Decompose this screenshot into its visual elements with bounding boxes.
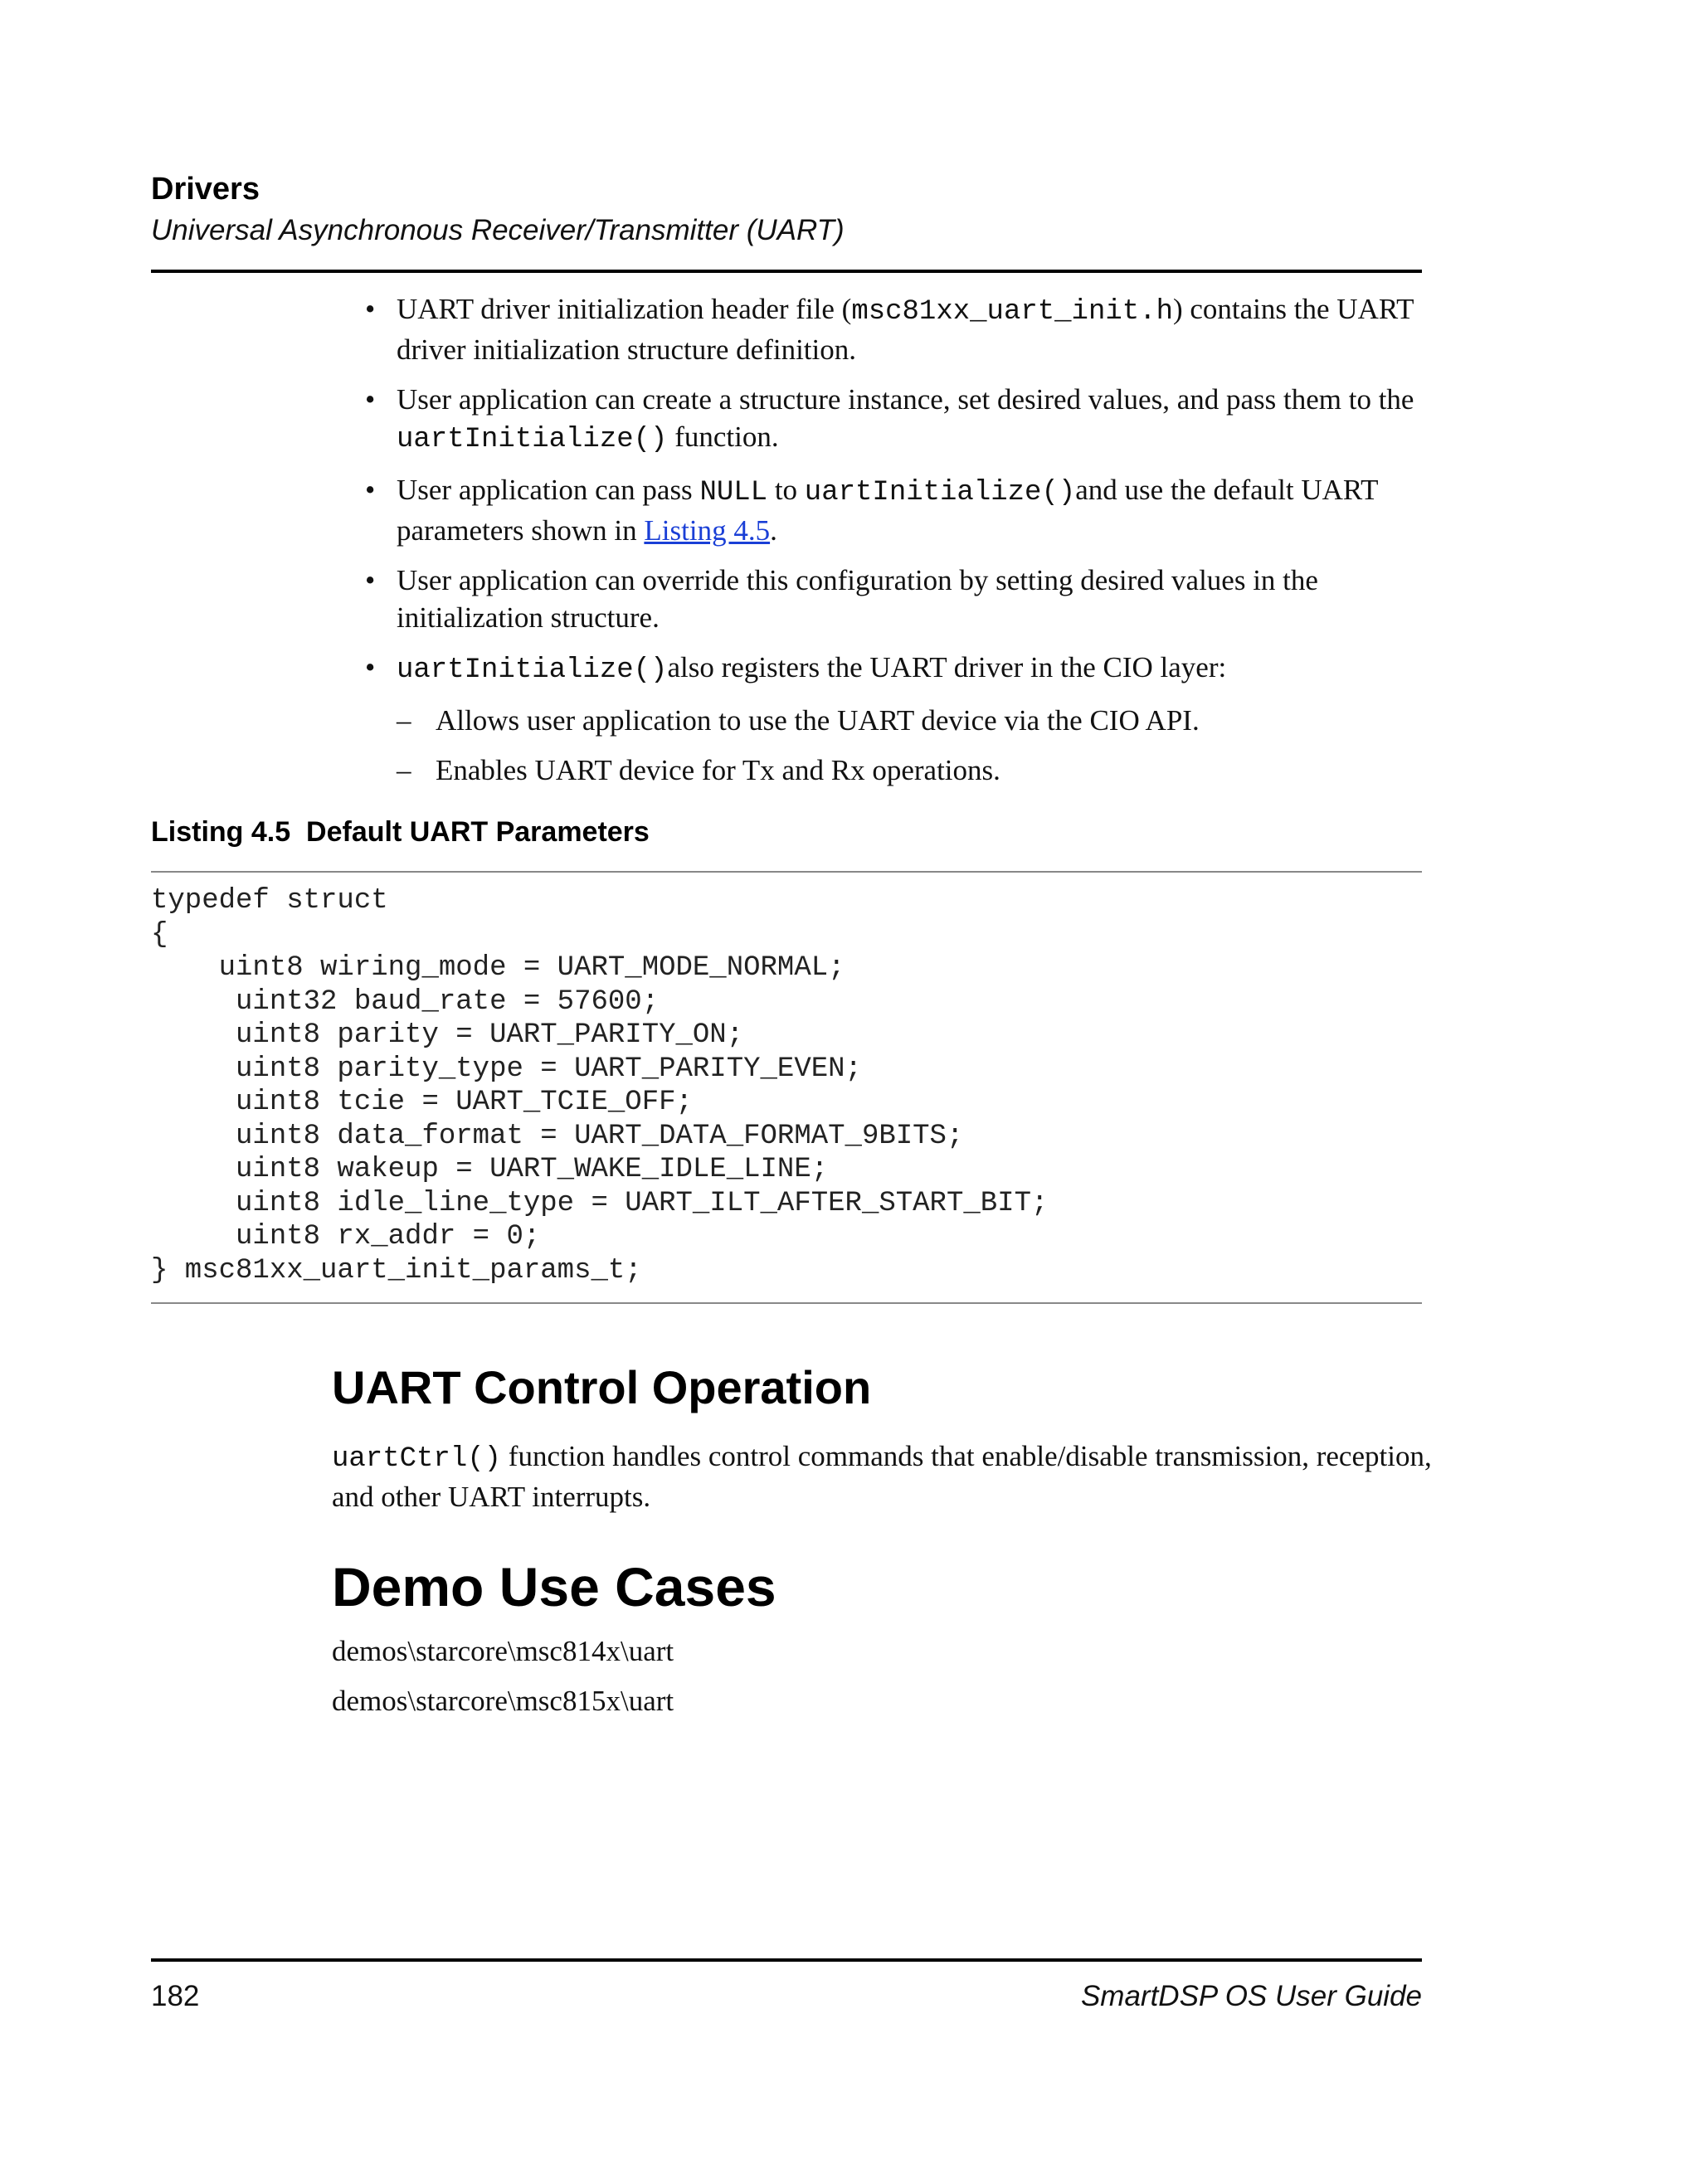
bullet-text: and use the default UART parameters shown in bbox=[397, 474, 1378, 547]
listing-bottom-rule bbox=[151, 1302, 1422, 1304]
bullet-list bbox=[357, 290, 1427, 801]
header-rule bbox=[151, 270, 1422, 273]
dash-marker: – bbox=[397, 754, 411, 786]
section-heading-demo-use-cases: Demo Use Cases bbox=[332, 1556, 776, 1617]
bullet-marker: • bbox=[365, 383, 376, 416]
footer-rule bbox=[151, 1958, 1422, 1962]
bullet-item bbox=[357, 381, 1427, 459]
bullet-marker: • bbox=[365, 564, 376, 596]
bullet-item bbox=[357, 562, 1427, 636]
code-line: uint32 baud_rate = 57600; bbox=[151, 985, 660, 1018]
header-subsection-title: Universal Asynchronous Receiver/Transmitter (UART) bbox=[151, 214, 845, 246]
page-number: 182 bbox=[151, 1980, 200, 2012]
code-listing bbox=[151, 884, 1048, 1287]
code-line: uint8 parity = UART_PARITY_ON; bbox=[151, 1019, 744, 1051]
bullet-text: to bbox=[767, 474, 805, 506]
code-line: uint8 rx_addr = 0; bbox=[151, 1221, 541, 1253]
bullet-text: User application can pass bbox=[397, 474, 700, 506]
code-line: uint8 wakeup = UART_WAKE_IDLE_LINE; bbox=[151, 1154, 829, 1185]
bullet-item bbox=[357, 290, 1427, 368]
inline-code: uartInitialize() bbox=[397, 424, 668, 455]
listing-link[interactable]: Listing 4.5 bbox=[644, 514, 771, 547]
code-line: uint8 parity_type = UART_PARITY_EVEN; bbox=[151, 1053, 862, 1085]
footer-doc-title: SmartDSP OS User Guide bbox=[1080, 1980, 1422, 2012]
code-line: uint8 wiring_mode = UART_MODE_NORMAL; bbox=[151, 952, 845, 984]
bullet-marker: • bbox=[365, 474, 376, 506]
dash-marker: – bbox=[397, 704, 411, 737]
demo-path: demos\starcore\msc815x\uart bbox=[332, 1685, 674, 1717]
sub-bullet-item bbox=[357, 702, 1427, 739]
inline-code: uartInitialize() bbox=[397, 654, 668, 686]
sub-bullet-text: Allows user application to use the UART device via the CIO API. bbox=[436, 704, 1200, 737]
bullet-text: UART driver initialization header file ( bbox=[397, 293, 852, 325]
code-line: uint8 data_format = UART_DATA_FORMAT_9BITS; bbox=[151, 1120, 964, 1152]
sub-bullet-text: Enables UART device for Tx and Rx operations. bbox=[436, 754, 1000, 786]
bullet-text: User application can override this configuration by setting desired values in the initialization structure. bbox=[397, 564, 1318, 634]
code-line: } msc81xx_uart_init_params_t; bbox=[151, 1254, 642, 1287]
control-paragraph bbox=[332, 1437, 1435, 1515]
code-line: typedef struct bbox=[151, 885, 388, 917]
bullet-marker: • bbox=[365, 293, 376, 325]
bullet-text: . bbox=[770, 514, 777, 547]
bullet-marker: • bbox=[365, 651, 376, 683]
inline-code: uartInitialize() bbox=[804, 477, 1076, 508]
demo-path: demos\starcore\msc814x\uart bbox=[332, 1635, 674, 1667]
section-heading-uart-control: UART Control Operation bbox=[332, 1361, 872, 1413]
bullet-item bbox=[357, 649, 1427, 689]
inline-code: msc81xx_uart_init.h bbox=[851, 296, 1173, 328]
listing-caption: Listing 4.5 Default UART Parameters bbox=[151, 816, 650, 848]
bullet-text: ) contains the UART driver initialization structure definition. bbox=[397, 293, 1414, 366]
bullet-text: function. bbox=[667, 421, 779, 453]
inline-code: uartCtrl() bbox=[332, 1443, 502, 1475]
code-line: uint8 idle_line_type = UART_ILT_AFTER_START_BIT; bbox=[151, 1187, 1049, 1219]
code-line: { bbox=[151, 918, 168, 951]
listing-top-rule bbox=[151, 871, 1422, 873]
bullet-text: User application can create a structure instance, set desired values, and pass them to the bbox=[397, 383, 1414, 416]
inline-code: NULL bbox=[699, 477, 768, 508]
bullet-text: also registers the UART driver in the CIO layer: bbox=[667, 651, 1227, 683]
header-section-title: Drivers bbox=[151, 172, 260, 207]
sub-bullet-item bbox=[357, 752, 1427, 789]
bullet-item bbox=[357, 471, 1427, 549]
code-line: uint8 tcie = UART_TCIE_OFF; bbox=[151, 1087, 693, 1118]
paragraph-text: function handles control commands that enable/disable transmission, reception, and other UART interrupts. bbox=[332, 1440, 1432, 1513]
